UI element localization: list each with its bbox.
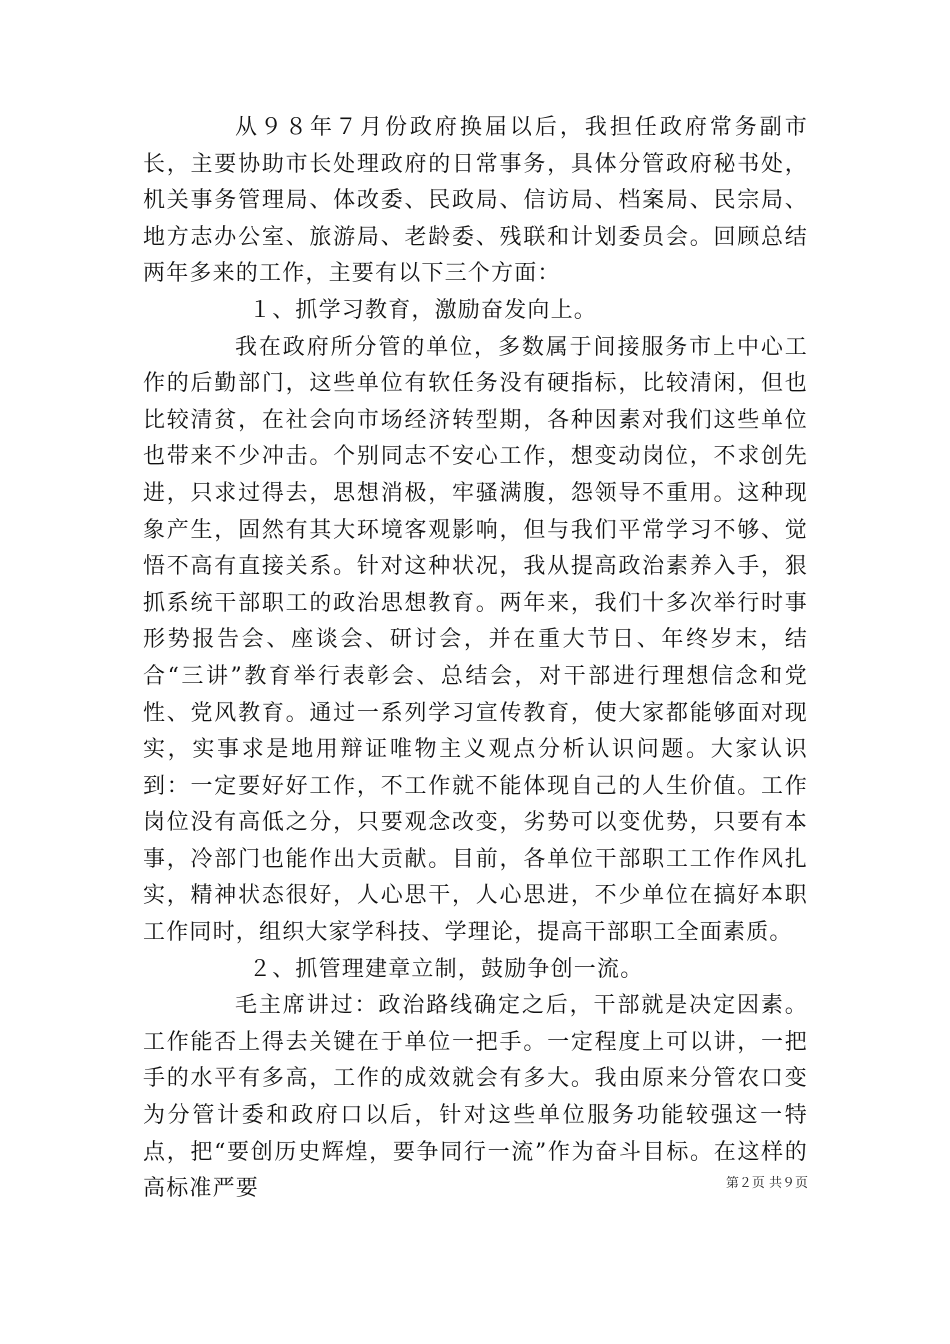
- section-2-paragraph: 毛主席讲过：政治路线确定之后，干部就是决定因素。工作能否上得去关键在于单位一把手。一定程度上可以讲，一把手的水平有多高，工作的成效就会有多大。我由原来分管农口变为分管计委和政府口以后，针对这些单位服务功能较强这一特点，把“要创历史辉煌，要争同行一流”作为奋斗目标。在这样的高标准严要: [143, 993, 808, 1202]
- document-body: [143, 110, 808, 1208]
- intro-paragraph: 从９８年７月份政府换届以后，我担任政府常务副市长，主要协助市长处理政府的日常事务，具体分管政府秘书处，机关事务管理局、体改委、民政局、信访局、档案局、民宗局、地方志办公室、旅游局、老龄委、残联和计划委员会。回顾总结两年多来的工作，主要有以下三个方面：: [143, 115, 808, 287]
- page-number-footer: 第２页 共９页: [725, 1176, 808, 1191]
- section-1-paragraph: 我在政府所分管的单位，多数属于间接服务市上中心工作的后勤部门，这些单位有软任务没有硬指标，比较清闲，但也比较清贫，在社会向市场经济转型期，各种因素对我们这些单位也带来不少冲击。个别同志不安心工作，想变动岗位，不求创先进，只求过得去，思想消极，牢骚满腹，怨领导不重用。这种现象产生，固然有其大环境客观影响，但与我们平常学习不够、觉悟不高有直接关系。针对这种状况，我从提高政治素养入手，狠抓系统干部职工的政治思想教育。两年来，我们十多次举行时事形势报告会、座谈会、研讨会，并在重大节日、年终岁末，结合“三讲”教育举行表彰会、总结会，对干部进行理想信念和党性、党风教育。通过一系列学习宣传教育，使大家都能够面对现实，实事求是地用辩证唯物主义观点分析认识问题。大家认识到：一定要好好工作，不工作就不能体现自己的人生价值。工作岗位没有高低之分，只要观念改变，劣势可以变优势，只要有本事，冷部门也能作出大贡献。目前，各单位干部职工工作作风扎实，精神状态很好，人心思干，人心思进，不少单位在搞好本职工作同时，组织大家学科技、学理论，提高干部职工全面素质。: [143, 334, 808, 946]
- section-heading-1: １、抓学习教育，激励奋发向上。: [249, 297, 598, 323]
- section-heading-2: ２、抓管理建章立制，鼓励争创一流。: [249, 956, 644, 982]
